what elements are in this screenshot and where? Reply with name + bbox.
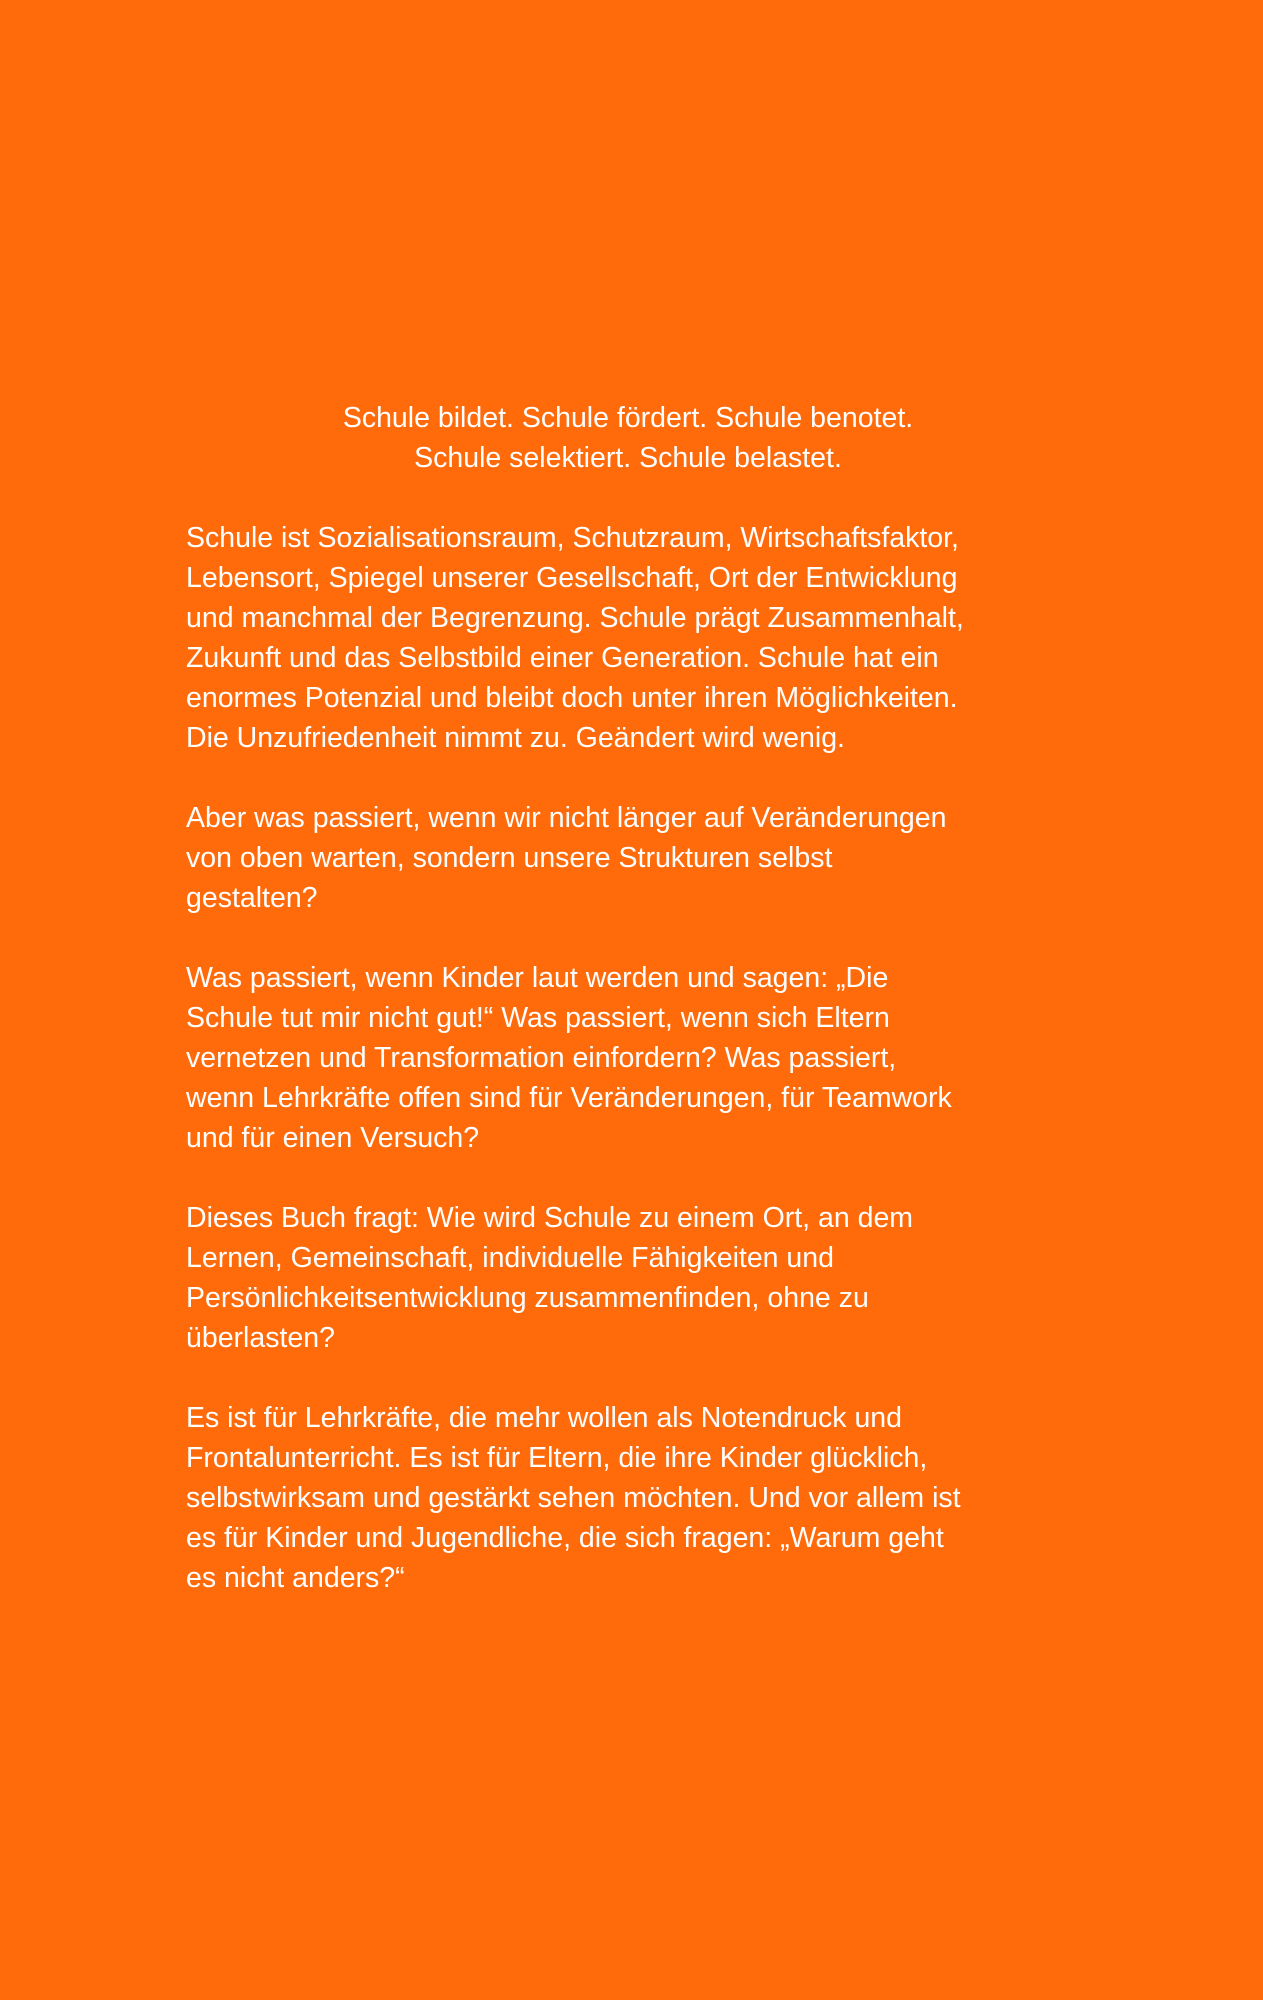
paragraph-line: Es ist für Lehrkräfte, die mehr wollen als Notendruck und	[186, 1402, 903, 1434]
paragraph-line: und für einen Versuch?	[186, 1122, 480, 1154]
paragraph-line: Was passiert, wenn Kinder laut werden und sagen: „Die	[186, 962, 889, 994]
paragraph-question-structures	[186, 798, 1086, 918]
paragraph-book-question	[186, 1198, 1086, 1358]
paragraph-line: Schule ist Sozialisationsraum, Schutzraum, Wirtschaftsfaktor,	[186, 522, 959, 554]
paragraph-line: es nicht anders?“	[186, 1562, 405, 1594]
paragraph-line: von oben warten, sondern unsere Strukturen selbst	[186, 842, 833, 874]
paragraph-line: Lebensort, Spiegel unserer Gesellschaft, Ort der Entwicklung	[186, 562, 958, 594]
paragraph-line: selbstwirksam und gestärkt sehen möchten. Und vor allem ist	[186, 1482, 961, 1514]
paragraph-line: Die Unzufriedenheit nimmt zu. Geändert wird wenig.	[186, 722, 845, 754]
intro-line: Schule selektiert. Schule belastet.	[414, 442, 842, 474]
paragraph-school-description	[186, 518, 1086, 758]
paragraph-line: Lernen, Gemeinschaft, individuelle Fähigkeiten und	[186, 1242, 834, 1274]
paragraph-line: wenn Lehrkräfte offen sind für Veränderungen, für Teamwork	[186, 1082, 952, 1114]
paragraph-line: Frontalunterricht. Es ist für Eltern, die ihre Kinder glücklich,	[186, 1442, 928, 1474]
intro-line: Schule bildet. Schule fördert. Schule benotet.	[342, 402, 914, 434]
paragraph-audience	[186, 1398, 1086, 1598]
intro-statement	[186, 398, 1086, 478]
paragraph-line: Aber was passiert, wenn wir nicht länger auf Veränderungen	[186, 802, 947, 834]
paragraph-line: Zukunft und das Selbstbild einer Generation. Schule hat ein	[186, 642, 939, 674]
paragraph-line: enormes Potenzial und bleibt doch unter ihren Möglichkeiten.	[186, 682, 958, 714]
paragraph-line: Dieses Buch fragt: Wie wird Schule zu einem Ort, an dem	[186, 1202, 914, 1234]
paragraph-questions-stakeholders	[186, 958, 1086, 1158]
paragraph-line: überlasten?	[186, 1322, 335, 1354]
paragraph-line: Schule tut mir nicht gut!“ Was passiert, wenn sich Eltern	[186, 1002, 890, 1034]
paragraph-line: es für Kinder und Jugendliche, die sich fragen: „Warum geht	[186, 1522, 944, 1554]
paragraph-line: gestalten?	[186, 882, 318, 914]
paragraph-line: und manchmal der Begrenzung. Schule prägt Zusammenhalt,	[186, 602, 964, 634]
paragraph-line: vernetzen und Transformation einfordern? Was passiert,	[186, 1042, 897, 1074]
paragraph-line: Persönlichkeitsentwicklung zusammenfinden, ohne zu	[186, 1282, 869, 1314]
blurb-text	[186, 398, 1086, 1638]
